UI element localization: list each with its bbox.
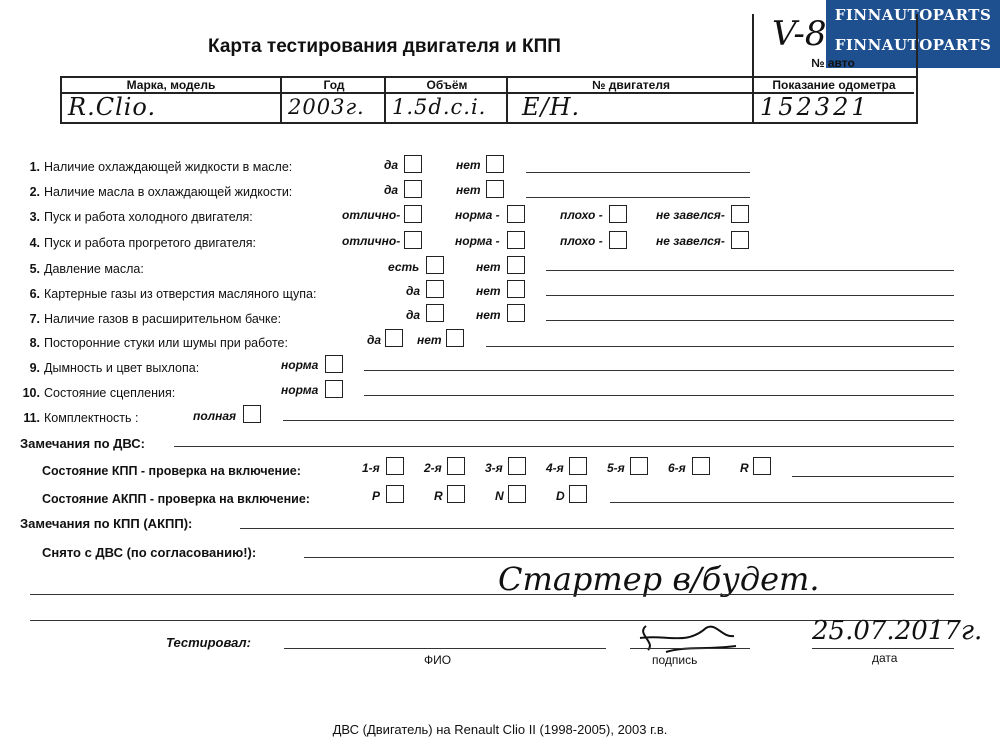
q5-option-yes-label: есть — [388, 260, 420, 274]
question-5: 5. Давление масла: — [29, 262, 144, 276]
test-date-value: 25.07.2017г. — [812, 616, 983, 646]
q5-option-no-label: нет — [476, 260, 501, 274]
auto-gear-d-checkbox[interactable] — [569, 485, 587, 503]
q1-option-yes-label: да — [384, 158, 399, 172]
manual-gearbox-label: Состояние КПП - проверка на включение: — [42, 464, 301, 478]
year-cell — [280, 78, 386, 122]
q11-complete-checkbox[interactable] — [243, 405, 261, 423]
q1-note-line — [526, 172, 750, 173]
q2-option-yes-label: да — [384, 183, 399, 197]
auto-gearbox-note-line — [610, 502, 954, 503]
question-8: 8. Посторонние стуки или шумы при работе: — [29, 336, 288, 350]
volume-label: Объём — [386, 78, 508, 94]
engine-remarks-label: Замечания по ДВС: — [20, 436, 145, 451]
q5-note-line — [546, 270, 954, 271]
q3-excellent-checkbox[interactable] — [404, 205, 422, 223]
q10-option-normal-label: норма — [281, 383, 319, 397]
auto-gear-n-checkbox[interactable] — [508, 485, 526, 503]
engine-number-cell — [506, 78, 754, 122]
gear-1-label: 1-я — [362, 461, 380, 475]
q7-option-no-label: нет — [476, 308, 501, 322]
q8-option-no-label: нет — [417, 333, 442, 347]
q1-option-no-label: нет — [456, 158, 481, 172]
auto-gear-r-label: R — [434, 489, 443, 503]
q2-option-no-label: нет — [456, 183, 481, 197]
q8-note-line — [486, 346, 954, 347]
gear-3-checkbox[interactable] — [508, 457, 526, 475]
removed-items-line — [304, 557, 954, 558]
question-1: 1. Наличие охлаждающей жидкости в масле: — [29, 160, 293, 174]
gear-5-label: 5-я — [607, 461, 625, 475]
q3-option-no-start-label: не завелся- — [656, 208, 725, 222]
year-label: Год — [282, 78, 386, 94]
fio-line — [284, 648, 606, 649]
manual-gearbox-note-line — [792, 476, 954, 477]
q3-bad-checkbox[interactable] — [609, 205, 627, 223]
make-label: Марка, модель — [62, 78, 280, 94]
q8-option-yes-label: да — [367, 333, 382, 347]
gear-r-label: R — [740, 461, 749, 475]
page-caption: ДВС (Двигатель) на Renault Clio II (1998-2005), 2003 г.в. — [332, 722, 668, 737]
gearbox-remarks-line — [240, 528, 954, 529]
gear-6-checkbox[interactable] — [692, 457, 710, 475]
q4-option-no-start-label: не завелся- — [656, 234, 725, 248]
gear-2-checkbox[interactable] — [447, 457, 465, 475]
q9-note-line — [364, 370, 954, 371]
question-9: 9. Дымность и цвет выхлопа: — [29, 361, 200, 375]
question-2: 2. Наличие масла в охлаждающей жидкости: — [29, 185, 293, 199]
question-7: 7. Наличие газов в расширительном бачке: — [29, 312, 282, 326]
date-caption: дата — [872, 651, 898, 665]
engine-number-value: E/H. — [522, 93, 581, 121]
tested-by-label: Тестировал: — [166, 635, 251, 650]
signature-line — [630, 648, 750, 649]
year-value: 2003г. — [288, 95, 365, 119]
blank-line-1 — [30, 594, 954, 595]
gear-4-checkbox[interactable] — [569, 457, 587, 475]
fio-caption: ФИО — [424, 653, 452, 667]
q4-bad-checkbox[interactable] — [609, 231, 627, 249]
q9-option-normal-label: норма — [281, 358, 319, 372]
volume-cell — [384, 78, 508, 122]
gear-6-label: 6-я — [668, 461, 686, 475]
q3-option-normal-label: норма - — [455, 208, 500, 222]
gear-5-checkbox[interactable] — [630, 457, 648, 475]
q6-note-line — [546, 295, 954, 296]
auto-gearbox-label: Состояние АКПП - проверка на включение: — [42, 492, 310, 506]
q4-excellent-checkbox[interactable] — [404, 231, 422, 249]
q6-option-yes-label: да — [406, 284, 421, 298]
q2-no-checkbox[interactable] — [486, 180, 504, 198]
q3-option-excellent-label: отлично- — [342, 208, 401, 222]
q7-yes-checkbox[interactable] — [426, 304, 444, 322]
vehicle-header-table — [60, 76, 918, 124]
q4-option-bad-label: плохо - — [560, 234, 603, 248]
engine-remarks-line — [174, 446, 954, 447]
gear-r-checkbox[interactable] — [753, 457, 771, 475]
question-6: 6. Картерные газы из отверстия масляного щупа: — [29, 287, 317, 301]
odometer-label: Показание одометра — [754, 78, 914, 94]
q5-no-checkbox[interactable] — [507, 256, 525, 274]
gearbox-remarks-label: Замечания по КПП (АКПП): — [20, 516, 193, 531]
car-number-value: V-8 — [772, 14, 827, 54]
auto-gear-n-label: N — [495, 489, 504, 503]
gear-3-label: 3-я — [485, 461, 503, 475]
q4-normal-checkbox[interactable] — [507, 231, 525, 249]
gear-4-label: 4-я — [546, 461, 564, 475]
watermark-line-1: FINNAUTOPARTS — [834, 6, 992, 24]
question-4: 4. Пуск и работа прогретого двигателя: — [29, 236, 256, 250]
q4-option-excellent-label: отлично- — [342, 234, 401, 248]
odometer-cell — [752, 78, 914, 122]
odometer-value: 152321 — [760, 93, 870, 121]
make-value: R.Clio. — [68, 93, 157, 121]
removed-items-label: Снято с ДВС (по согласованию!): — [42, 545, 257, 560]
watermark-line-2: FINNAUTOPARTS — [834, 36, 992, 54]
q10-normal-checkbox[interactable] — [325, 380, 343, 398]
q11-note-line — [283, 420, 954, 421]
q1-no-checkbox[interactable] — [486, 155, 504, 173]
q2-note-line — [526, 197, 750, 198]
document-title: Карта тестирования двигателя и КПП — [208, 36, 561, 57]
q6-no-checkbox[interactable] — [507, 280, 525, 298]
q8-no-checkbox[interactable] — [446, 329, 464, 347]
q3-no-start-checkbox[interactable] — [731, 205, 749, 223]
make-cell — [62, 78, 280, 122]
removed-items-handwritten-note: Стартер в/будет. — [498, 560, 820, 598]
auto-gear-p-checkbox[interactable] — [386, 485, 404, 503]
auto-gear-p-label: P — [372, 489, 381, 503]
engine-number-label: № двигателя — [508, 78, 754, 94]
volume-value: 1.5d.c.i. — [392, 95, 487, 119]
q1-yes-checkbox[interactable] — [404, 155, 422, 173]
q10-note-line — [364, 395, 954, 396]
q4-option-normal-label: норма - — [455, 234, 500, 248]
q11-option-complete-label: полная — [193, 409, 237, 423]
car-number-label: № авто — [811, 56, 855, 70]
auto-gear-r-checkbox[interactable] — [447, 485, 465, 503]
q3-option-bad-label: плохо - — [560, 208, 603, 222]
question-10: 10. Состояние сцепления: — [22, 386, 176, 400]
question-11: 11. Комплектность : — [23, 411, 139, 425]
q5-yes-checkbox[interactable] — [426, 256, 444, 274]
gear-2-label: 2-я — [424, 461, 442, 475]
q3-normal-checkbox[interactable] — [507, 205, 525, 223]
q7-note-line — [546, 320, 954, 321]
q2-yes-checkbox[interactable] — [404, 180, 422, 198]
gear-1-checkbox[interactable] — [386, 457, 404, 475]
auto-gear-d-label: D — [556, 489, 565, 503]
q4-no-start-checkbox[interactable] — [731, 231, 749, 249]
q6-option-no-label: нет — [476, 284, 501, 298]
date-line — [812, 648, 954, 649]
question-3: 3. Пуск и работа холодного двигателя: — [29, 210, 253, 224]
q7-no-checkbox[interactable] — [507, 304, 525, 322]
q6-yes-checkbox[interactable] — [426, 280, 444, 298]
signature-caption: подпись — [652, 653, 698, 667]
q7-option-yes-label: да — [406, 308, 421, 322]
q8-yes-checkbox[interactable] — [385, 329, 403, 347]
q9-normal-checkbox[interactable] — [325, 355, 343, 373]
